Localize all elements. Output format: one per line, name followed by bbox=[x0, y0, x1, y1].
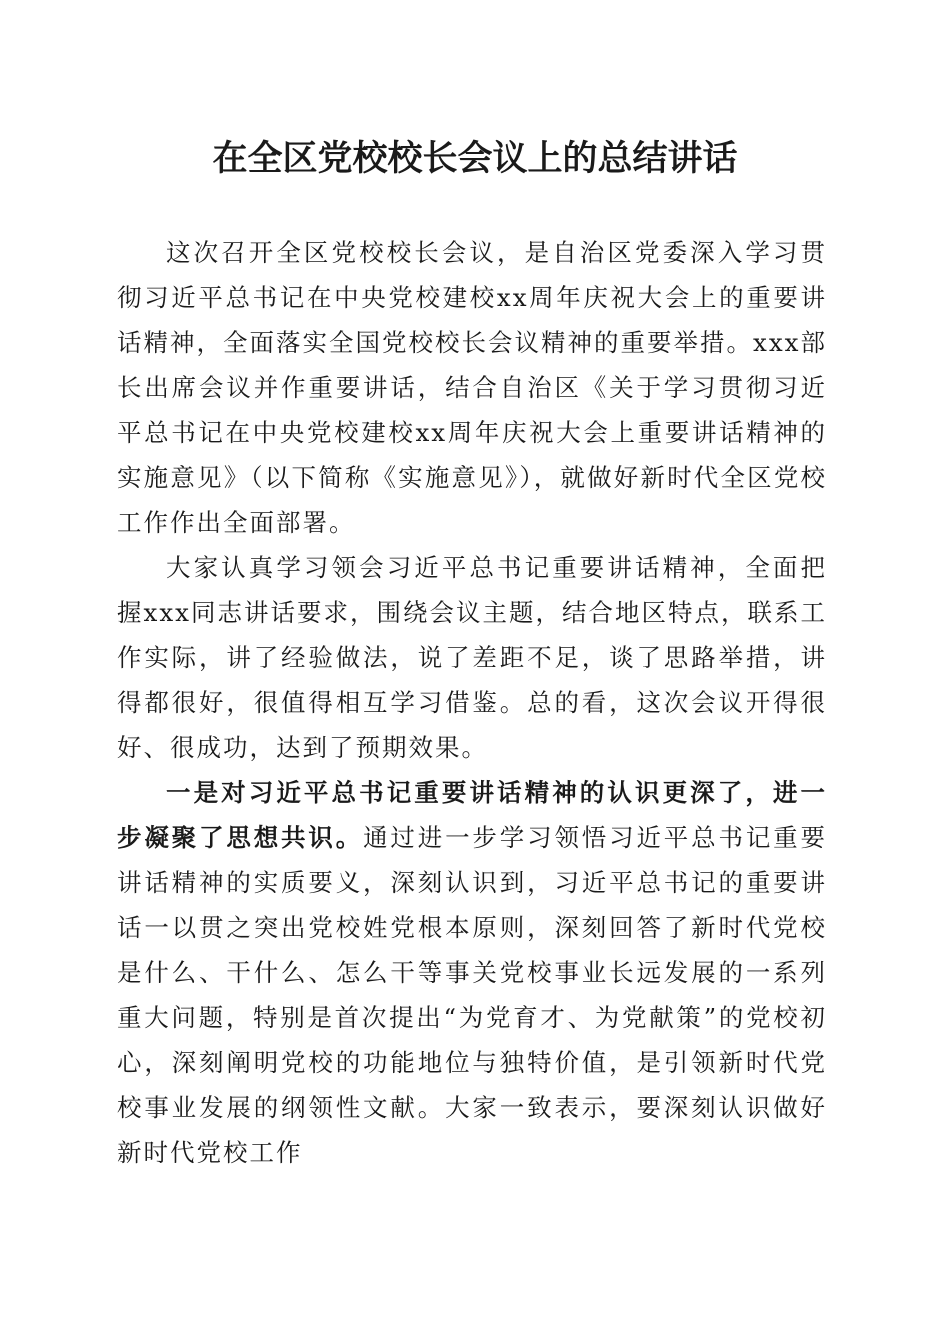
paragraph-3 bbox=[117, 770, 827, 1175]
document-body bbox=[117, 230, 827, 1175]
document-title: 在全区党校校长会议上的总结讲话 bbox=[212, 138, 738, 179]
paragraph-1 bbox=[117, 230, 827, 545]
paragraph-3-lead: 一是对习近平总书记重要讲话精神的认识更深了，进一步凝聚了思想共识。 bbox=[117, 778, 827, 852]
paragraph-3-text: 通过进一步学习领悟习近平总书记重要讲话精神的实质要义，深刻认识到，习近平总书记的重要讲话一以贯之突出党校姓党根本原则，深刻回答了新时代党校是什么、干什么、怎么干等事关党校事业长远发展的一系列重大问题，特别是首次提出“为党育才、为党献策”的党校初心，深刻阐明党校的功能地位与独特价值，是引领新时代党校事业发展的纲领性文献。大家一致表示，要深刻认识做好新时代党校工作 bbox=[117, 823, 828, 1167]
paragraph-2-text: 大家认真学习领会习近平总书记重要讲话精神，全面把握xxx同志讲话要求，围绕会议主题，结合地区特点，联系工作实际，讲了经验做法，说了差距不足，谈了思路举措，讲得都很好，很值得相互学习借鉴。总的看，这次会议开得很好、很成功，达到了预期效果。 bbox=[117, 553, 827, 762]
paragraph-1-text: 这次召开全区党校校长会议，是自治区党委深入学习贯彻习近平总书记在中央党校建校xx周年庆祝大会上的重要讲话精神，全面落实全国党校校长会议精神的重要举措。xxx部长出席会议并作重要讲话，结合自治区《关于学习贯彻习近平总书记在中央党校建校xx周年庆祝大会上重要讲话精神的实施意见》（以下简称《实施意见》），就做好新时代全区党校工作作出全面部署。 bbox=[117, 238, 827, 537]
paragraph-2 bbox=[117, 545, 827, 770]
